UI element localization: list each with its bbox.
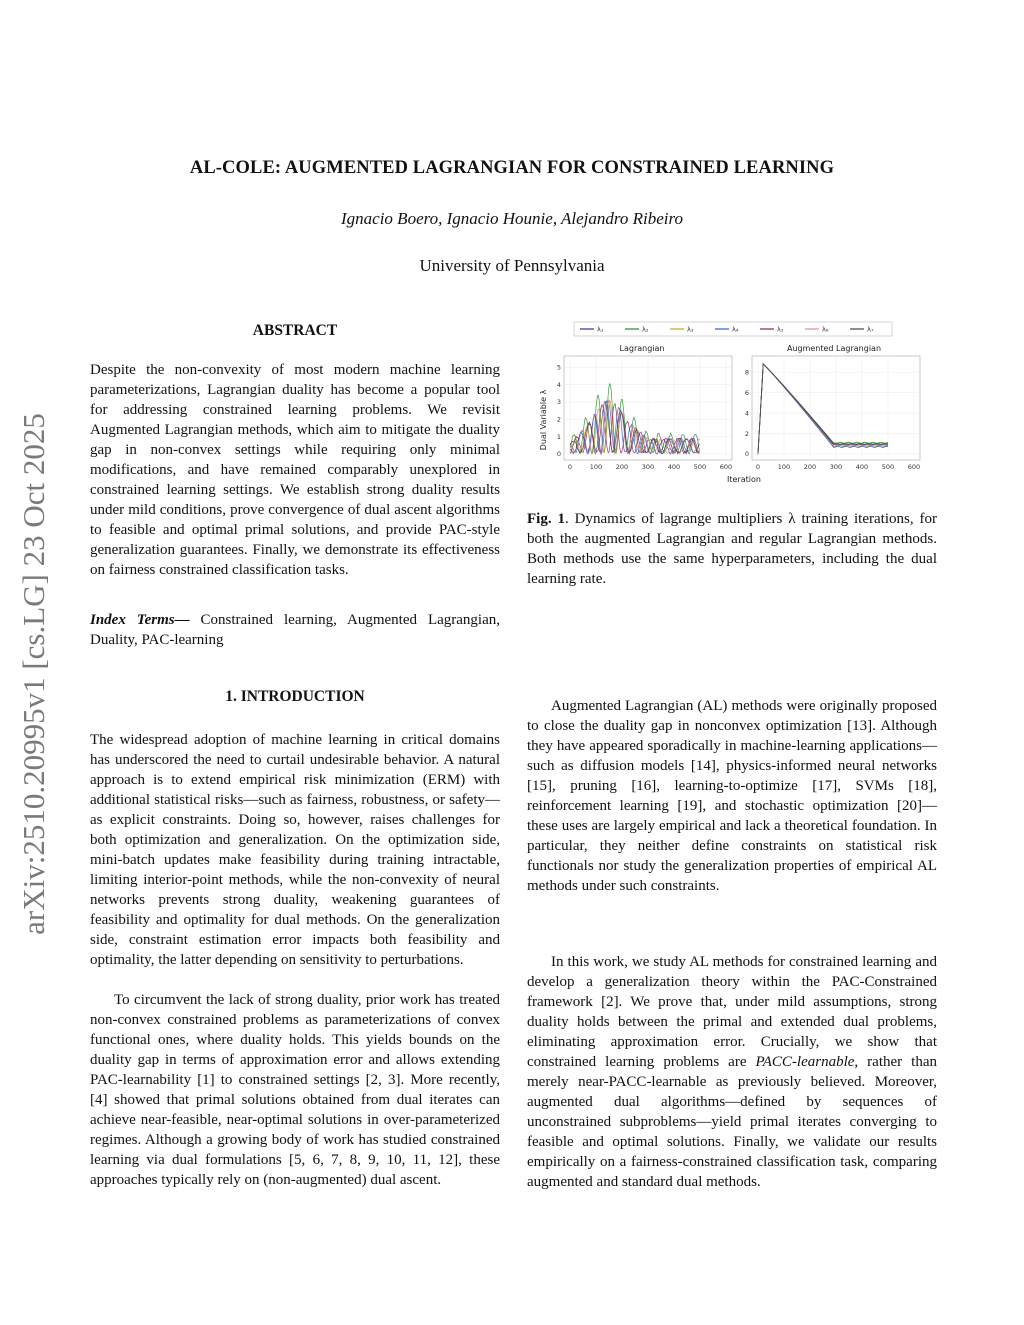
x-tick-0-1: 100 — [589, 463, 603, 471]
x-tick-1-3: 300 — [829, 463, 843, 471]
arxiv-stamp — [14, 374, 54, 974]
abstract-heading: ABSTRACT — [252, 322, 338, 339]
panel-title-lagrangian: Lagrangian — [619, 344, 665, 353]
paper-title: AL-COLE: AUGMENTED LAGRANGIAN FOR CONSTRAINED LEARNING — [189, 158, 835, 178]
y-tick-0-0: 0 — [556, 450, 561, 459]
legend-label-2: λ₂ — [642, 325, 649, 334]
paper-authors: Ignacio Boero, Ignacio Hounie, Alejandro Ribeiro — [341, 209, 683, 228]
x-tick-1-2: 200 — [803, 463, 817, 471]
figure-1-chart — [528, 318, 928, 490]
x-tick-0-5: 500 — [693, 463, 707, 471]
y-tick-1-3: 6 — [744, 388, 749, 397]
y-tick-0-1: 1 — [556, 432, 561, 441]
intro-heading: 1. INTRODUCTION — [225, 688, 365, 705]
figure-caption-label: Fig. 1 — [527, 511, 565, 527]
figure-caption — [527, 509, 937, 589]
x-tick-0-3: 300 — [641, 463, 655, 471]
y-tick-0-2: 2 — [556, 415, 561, 424]
y-tick-1-4: 8 — [744, 368, 749, 377]
legend-label-6: λ₆ — [822, 325, 829, 334]
figure-caption-text: . Dynamics of lagrange multipliers λ training iterations, for both the augmented Lagrangian and regular Lagrangian methods. Both methods use the same hyperparameters, including the dual learning rate. — [527, 511, 937, 587]
legend-label-1: λ₁ — [597, 325, 604, 334]
intro-paragraph-3: Augmented Lagrangian (AL) methods were originally proposed to close the duality gap in nonconvex optimization [13]. Although they have appeared sporadically in machine-learning applications—such as diffusion models [14], physics-informed neural networks [15], pruning [16], learning-to-optimize [17], SVMs [18], reinforcement learning [19], and stochastic optimization [20]—these uses are largely empirical and lack a theoretical foundation. In particular, they neither define constraints on statistical risk functionals nor study the generalization properties of empirical AL methods under such constraints. — [527, 698, 937, 894]
index-terms — [90, 610, 500, 650]
x-tick-0-4: 400 — [667, 463, 681, 471]
index-terms-label: Index Terms— — [90, 612, 190, 628]
intro-paragraph-2: To circumvent the lack of strong duality, prior work has treated non-convex constrained problems as parameterizations of convex functional ones, where duality holds. This yields bounds on the duality gap in terms of approximation error and allows extending PAC-learnability [1] to constrained settings [2, 3]. More recently, [4] showed that primal solutions obtained from dual iterates can achieve near-feasible, near-optimal solutions in over-parameterized regimes. Although a growing body of work has studied constrained learning via dual formulations [5, 6, 7, 8, 9, 10, 11, 12], these approaches typically rely on (non-augmented) dual ascent. — [90, 992, 500, 1188]
intro-p4-end: , rather than merely near-PACC-learnable as previously believed. Moreover, augmented dual algorithms—defined by sequences of unconstrained subproblems—yield primal iterates converging to feasible and optimal solutions. Finally, we validate our results empirically on a fairness-constrained classification task, comparing augmented and standard dual methods. — [527, 1054, 937, 1190]
abstract-text: Despite the non-convexity of most modern machine learning parameterizations, Lagrangian duality has become a popular tool for addressing constrained learning problems. We revisit Augmented Lagrangian methods, which aim to mitigate the duality gap in non-convex settings while requiring only minimal modifications, and have remained comparably unexplored in constrained learning settings. We establish strong duality results under mild conditions, prove convergence of dual ascent algorithms to feasible and optimal primal solutions, and provide PAC-style generalization guarantees. Finally, we demonstrate its effectiveness on fairness constrained classification tasks. — [90, 362, 500, 578]
legend-label-3: λ₃ — [687, 325, 694, 334]
intro-p4-start: In this work, we study AL methods for constrained learning and develop a generalization theory within the PAC-Constrained framework [2]. We prove that, under mild assumptions, strong duality holds between the primal and extended dual problems, eliminating approximation error. Crucially, we show that constrained learning problems are — [527, 954, 937, 1070]
y-tick-1-2: 4 — [744, 409, 749, 418]
x-tick-1-6: 600 — [907, 463, 921, 471]
legend-label-7: λ₇ — [867, 325, 874, 334]
legend-label-4: λ₄ — [732, 325, 739, 334]
x-tick-0-0: 0 — [567, 463, 573, 471]
intro-paragraph-1: The widespread adoption of machine learning in critical domains has underscored the need to curtail undesirable behavior. A natural approach is to extend empirical risk minimization (ERM) with additional statistical risks—such as fairness, robustness, or safety—as explicit constraints. Doing so, however, raises challenges for both optimization and generalization. On the optimization side, mini-batch updates make feasibility during training intractable, limiting interior-point methods, while the non-convexity of neural networks prevents strong duality, weakening guarantees of feasibility and optimality for dual methods. On the generalization side, constraint estimation error impacts both feasibility and optimality, the latter depending on sensitivity to perturbations. — [90, 732, 500, 968]
x-tick-1-0: 0 — [755, 463, 761, 471]
intro-paragraph-4 — [527, 952, 937, 1192]
y-tick-0-4: 4 — [556, 380, 561, 389]
x-tick-1-4: 400 — [855, 463, 869, 471]
x-tick-0-6: 600 — [719, 463, 733, 471]
y-tick-1-1: 2 — [744, 429, 749, 438]
y-axis-label: Dual Variable λ — [539, 389, 548, 451]
x-tick-1-1: 100 — [777, 463, 791, 471]
y-tick-0-5: 5 — [556, 363, 561, 372]
x-tick-1-5: 500 — [881, 463, 895, 471]
arxiv-stamp-text: arXiv:2510.20995v1 [cs.LG] 23 Oct 2025 — [16, 413, 51, 935]
x-tick-0-2: 200 — [615, 463, 629, 471]
intro-p4-emphasis: PACC-learnable — [755, 1054, 855, 1070]
x-axis-label: Iteration — [727, 475, 761, 484]
panel-title-augmented: Augmented Lagrangian — [786, 344, 882, 353]
paper-affiliation: University of Pennsylvania — [419, 256, 605, 275]
legend-label-5: λ₅ — [777, 325, 784, 334]
y-tick-1-0: 0 — [744, 450, 749, 459]
index-terms-text: Constrained learning, Augmented Lagrangian, Duality, PAC-learning — [90, 612, 501, 648]
y-tick-0-3: 3 — [556, 398, 561, 407]
